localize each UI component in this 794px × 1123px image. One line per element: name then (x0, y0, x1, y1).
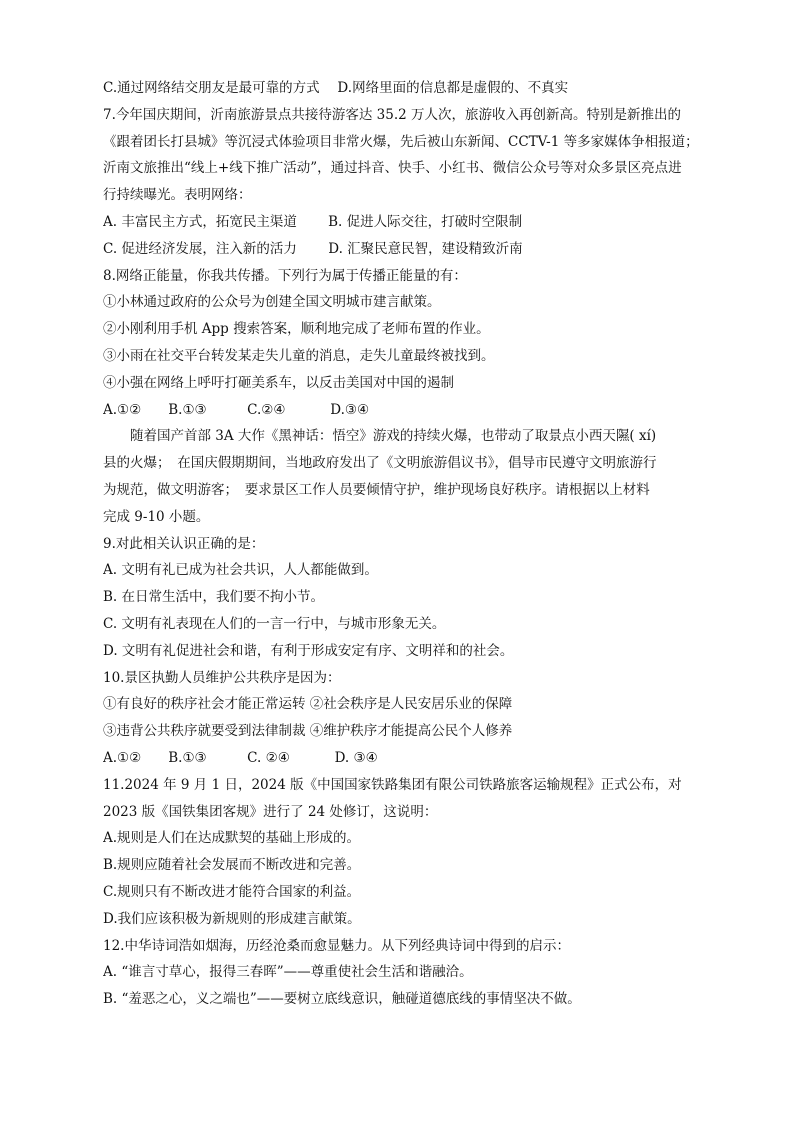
q9-option-d: D. 文明有礼促进社会和谐，有利于形成安定有序、文明祥和的社会。 (103, 642, 514, 659)
q7-stem-line-2: 《跟着团长打县城》等沉浸式体验项目非常火爆，先后被山东新闻、CCTV-1 等多家媒体争相报道； (103, 133, 699, 150)
q8-stem: 8.网络正能量，你我共传播。下列行为属于传播正能量的有： (103, 267, 467, 284)
q11-option-c: C.规则只有不断改进才能符合国家的利益。 (103, 883, 361, 900)
passage-line-1: 随着国产首部 3A 大作《黑神话：悟空》游戏的持续火爆，也带动了取景点小西天隰( xí) (130, 428, 657, 445)
q11-stem-line-1: 11.2024 年 9 月 1 日，2024 版《中国国家铁路集团有限公司铁路旅客运输规程》正式公布，对 (103, 776, 682, 793)
q7-options-cd: C. 促进经济发展，注入新的活力 D. 汇聚民意民智，建设精致沂南 (103, 240, 523, 257)
q8-statement-4: ④小强在网络上呼吁打砸美系车，以反击美国对中国的遏制 (103, 374, 454, 391)
q8-statement-1: ①小林通过政府的公众号为创建全国文明城市建言献策。 (103, 294, 441, 311)
q11-option-b: B.规则应随着社会发展而不断改进和完善。 (103, 857, 361, 874)
q9-stem: 9.对此相关认识正确的是： (103, 535, 265, 552)
q10-stem: 10.景区执勤人员维护公共秩序是因为： (103, 669, 341, 686)
passage-line-3: 为规范，做文明游客； 要求景区工作人员要倾情守护，维护现场良好秩序。请根据以上材料 (103, 481, 650, 498)
q10-statements-12: ①有良好的秩序社会才能正常运转 ②社会秩序是人民安居乐业的保障 (103, 696, 513, 713)
passage-line-2: 县的火爆； 在国庆假期期间，当地政府发出了《文明旅游倡议书》，倡导市民遵守文明旅游行 (103, 455, 657, 472)
reading-passage (103, 423, 734, 530)
question-block-9-12 (103, 531, 734, 1013)
q11-option-d: D.我们应该积极为新规则的形成建言献策。 (103, 910, 361, 927)
q9-option-a: A. 文明有礼已成为社会共识，人人都能做到。 (103, 562, 378, 579)
question-block-6-7-8 (103, 75, 734, 423)
q6-options-cd: C.通过网络结交朋友是最可靠的方式 D.网络里面的信息都是虚假的、不真实 (103, 80, 569, 96)
q11-option-a: A.规则是人们在达成默契的基础上形成的。 (103, 830, 361, 847)
q10-options: A.①② B.①③ C. ②④ D. ③④ (103, 749, 378, 766)
q7-options-ab: A. 丰富民主方式，拓宽民主渠道 B. 促进人际交往，打破时空限制 (103, 213, 523, 230)
q9-option-c: C. 文明有礼表现在人们的一言一行中，与城市形象无关。 (103, 615, 446, 632)
q12-stem: 12.中华诗词浩如烟海，历经沧桑而愈显魅力。从下列经典诗词中得到的启示： (103, 937, 570, 954)
q12-option-b: B. “羞恶之心，义之端也”——要树立底线意识，触碰道德底线的事情坚决不做。 (103, 991, 581, 1008)
q7-stem-line-4: 行持续曝光。表明网络： (103, 187, 252, 204)
q11-stem-line-2: 2023 版《国铁集团客规》进行了 24 处修订，这说明： (103, 803, 438, 820)
q7-stem-line-3: 沂南文旅推出“线上+线下推广活动”，通过抖音、快手、小红书、微信公众号等对众多景区亮点进 (103, 160, 682, 177)
q8-statement-2: ②小刚利用手机 App 搜索答案，顺利地完成了老师布置的作业。 (103, 321, 490, 338)
q9-option-b: B. 在日常生活中，我们要不拘小节。 (103, 589, 325, 606)
q12-option-a: A. “谁言寸草心，报得三春晖”——尊重使社会生活和谐融洽。 (103, 964, 473, 981)
passage-line-4: 完成 9-10 小题。 (103, 508, 210, 525)
q10-statements-34: ③违背公共秩序就要受到法律制裁 ④维护秩序才能提高公民个人修养 (103, 723, 513, 740)
q7-stem-line-1: 7.今年国庆期间，沂南旅游景点共接待游客达 35.2 万人次，旅游收入再创新高。特别是新推出的 (103, 106, 682, 123)
q8-statement-3: ③小雨在社交平台转发某走失儿童的消息，走失儿童最终被找到。 (103, 347, 495, 364)
q8-options: A.①② B.①③ C.②④ D.③④ (103, 401, 370, 418)
